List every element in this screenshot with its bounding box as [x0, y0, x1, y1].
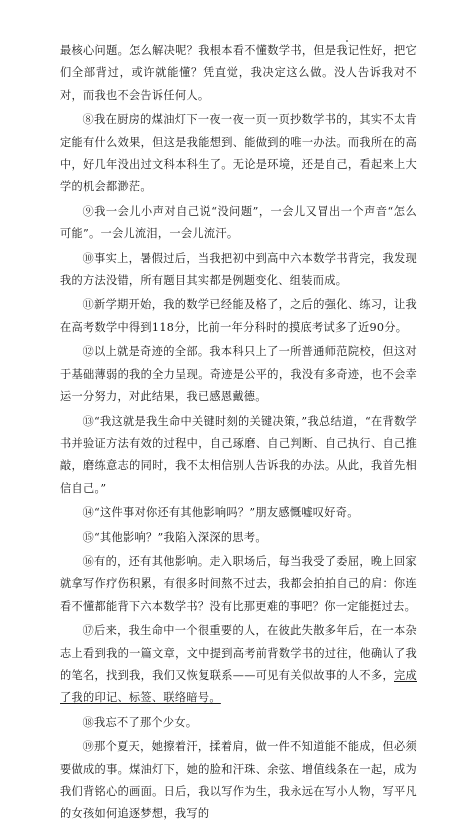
paragraph-8: ⑧我在厨房的煤油灯下一夜一夜一页一页抄数学书的，其实不太肯定能有什么效果，但这是我能想到、能做到的唯一办法。而我所在的高中，好几年没出过文科本科生了。无论是环境，还是自己，看起来上大学的机会都渺茫。 — [60, 113, 417, 194]
underlined-phrase: 完成了我的印记、标签、联络暗号。 — [60, 668, 417, 705]
paragraph-17 — [60, 620, 417, 710]
paragraph-15: ⑮“其他影响？”我陷入深深的思考。 — [82, 530, 267, 544]
paragraph-19: ⑲那个夏天，她擦着汗，揉着肩，做一件不知道能不能成，但必须要做成的事。煤油灯下，她的脸和汗珠、余弦、增值线条在一起，成为我们背铭心的画面。日后，我以写作为生，我永远在写小人物，写平凡的女孩如何追逐梦想，我写的 — [60, 740, 417, 821]
paragraph-17-text: ⑰后来，我生命中一个很重要的人，在彼此失散多年后，在一本杂志上看到我的一篇文章，文中提到高考前背数学书的过往，他确认了我的笔名，找到我，我们又恢复联系——可见有关似故事的人不多， — [60, 624, 417, 682]
paragraph-13: ⑬“我这就是我生命中关键时刻的关键决策，”我总结道，“在背数学书并验证方法有效的过程中，自己琢磨、自己判断、自己执行、自己推敲，磨练意志的同时，我不太相信别人告诉我的办法。从此，我首先相信自己。” — [60, 414, 417, 495]
paragraph-11: ⑪新学期开始，我的数学已经能及格了，之后的强化、练习，让我在高考数学中得到118分，比前一年分科时的摸底考试多了近90分。 — [60, 298, 417, 334]
article-body — [60, 40, 417, 828]
paragraph-continued: 最核心问题。怎么解决呢？我根本看不懂数学书，但是我记性好，把它们全部背过，或许就能懂？凭直觉，我决定这么做。没人告诉我对不对，而我也不会告诉任何人。 — [60, 44, 417, 102]
paragraph-16: ⑯有的，还有其他影响。走入职场后，每当我受了委屈，晚上回家就拿写作疗伤积累，有很多时间熬不过去，我都会拍拍自己的肩：你连看不懂都能背下六本数学书？没有比那更难的事吧？你一定能挺过去。 — [60, 554, 417, 613]
paragraph-12: ⑫以上就是奇迹的全部。我本科只上了一所普通师范院校，但这对于基础薄弱的我的全力呈现。奇迹是公平的，我没有多奇迹，也不会幸运一分努力，对此结果，我已感恩戴德。 — [60, 345, 417, 404]
paragraph-9: ⑨我一会儿小声对自己说“没问题”，一会儿又冒出一个声音“怎么可能”。一会儿流泪，一会儿流汗。 — [60, 204, 417, 241]
paragraph-18: ⑱我忘不了那个少女。 — [82, 715, 198, 729]
paragraph-14: ⑭“这件事对你还有其他影响吗？”朋友感慨嘘叹好奇。 — [82, 506, 359, 520]
paragraph-10: ⑩事实上，暑假过后，当我把初中到高中六本数学书背完，我发现我的方法没错，所有题目其实都是例题变化、组装而成。 — [60, 251, 417, 288]
